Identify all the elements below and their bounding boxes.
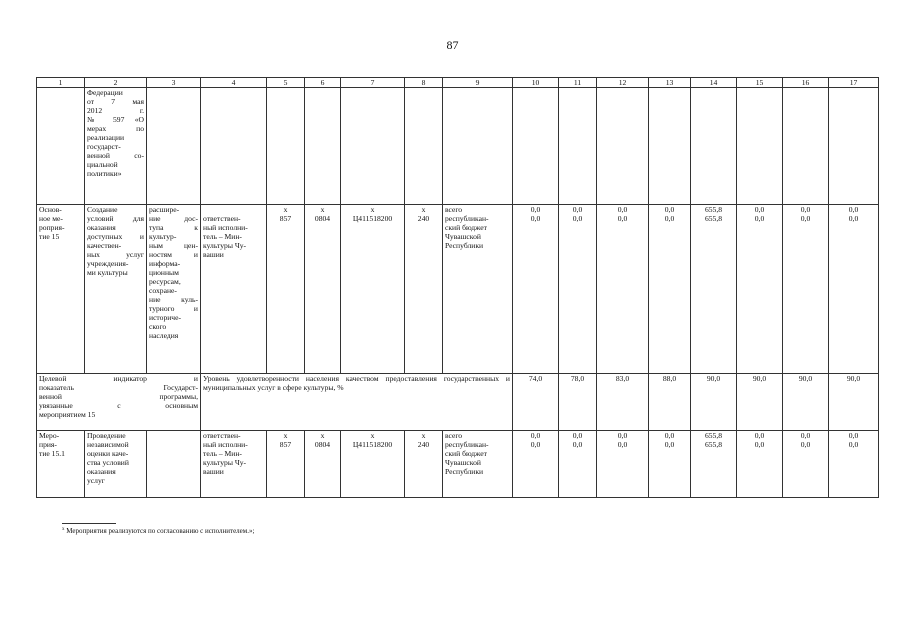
text-line: Меро- — [39, 431, 60, 440]
indicator-value: 78,0 — [559, 374, 597, 431]
cell-expense-type — [405, 431, 443, 498]
text-line: венной программы, — [39, 392, 198, 401]
text-line: оказания — [87, 223, 116, 232]
value-total: 0,0 — [572, 205, 583, 214]
text-line: ционным — [149, 268, 179, 277]
value-budget: 0,0 — [664, 214, 675, 223]
funding-value-cell — [559, 205, 597, 374]
text-line: Федерации — [87, 88, 123, 97]
text-line: Основ- — [39, 205, 62, 214]
text-line: x — [283, 431, 288, 440]
value-total: 0,0 — [848, 205, 859, 214]
column-number: 2 — [85, 78, 147, 88]
cell-target-article — [341, 205, 405, 374]
funding-value-cell — [737, 431, 783, 498]
cell-indicator-label — [37, 374, 201, 431]
table-row-continuation — [37, 88, 879, 205]
footnote — [62, 527, 254, 535]
text-line: 0804 — [314, 214, 331, 223]
text-line: 857 — [279, 440, 292, 449]
text-line: ностям и — [149, 250, 198, 259]
text-line: Целевой индикатор и — [39, 374, 198, 383]
value-budget: 655,8 — [704, 440, 723, 449]
text-line: ных услуг — [87, 250, 144, 259]
text-line: 857 — [279, 214, 292, 223]
value-budget: 0,0 — [754, 440, 765, 449]
text-line: ми культуры — [87, 268, 128, 277]
value-total: 0,0 — [664, 205, 675, 214]
text-line: ства условий — [87, 458, 129, 467]
text-line: № 597 «О — [87, 115, 144, 124]
footnote-divider — [62, 523, 116, 524]
value-total: 655,8 — [704, 205, 723, 214]
text-line: оказания — [87, 467, 116, 476]
value-budget: 0,0 — [617, 214, 628, 223]
column-number: 15 — [737, 78, 783, 88]
funding-value-cell — [513, 431, 559, 498]
column-number: 1 — [37, 78, 85, 88]
value-budget: 0,0 — [754, 214, 765, 223]
text-line: республикан- — [445, 214, 489, 223]
column-number: 13 — [649, 78, 691, 88]
value-total: 0,0 — [617, 431, 628, 440]
text-line: ный исполни- — [203, 440, 248, 449]
text-line: доступных и — [87, 232, 144, 241]
text-line: ным цен- — [149, 241, 198, 250]
text-line: независимой — [87, 440, 129, 449]
cell-grbs — [267, 431, 305, 498]
text-line: x — [320, 431, 325, 440]
indicator-value: 83,0 — [597, 374, 649, 431]
value-total: 0,0 — [617, 205, 628, 214]
indicator-value: 88,0 — [649, 374, 691, 431]
cell-legal-basis — [85, 88, 147, 205]
text-line: 240 — [417, 214, 430, 223]
text-line: ное ме- — [39, 214, 63, 223]
text-line: Чувашской — [445, 232, 481, 241]
column-number: 17 — [829, 78, 879, 88]
text-line: наследия — [149, 331, 179, 340]
text-line: Республики — [445, 467, 484, 476]
text-line: x — [421, 205, 426, 214]
table-row-indicator — [37, 374, 879, 431]
text-line: Чувашской — [445, 458, 481, 467]
value-budget: 0,0 — [800, 440, 811, 449]
value-budget: 0,0 — [572, 214, 583, 223]
value-total: 0,0 — [848, 431, 859, 440]
text-line: прия- — [39, 440, 57, 449]
text-line: вашии — [203, 467, 224, 476]
funding-value-cell — [649, 205, 691, 374]
text-line: от 7 мая — [87, 97, 144, 106]
text-line: расшире- — [149, 205, 180, 214]
value-budget: 655,8 — [704, 214, 723, 223]
text-line: циальной — [87, 160, 118, 169]
value-total: 0,0 — [800, 205, 811, 214]
text-line: мерах по — [87, 124, 144, 133]
cell-target-article — [341, 431, 405, 498]
column-number: 8 — [405, 78, 443, 88]
funding-value-cell — [649, 431, 691, 498]
column-number: 3 — [147, 78, 201, 88]
column-number: 7 — [341, 78, 405, 88]
text-line: 0804 — [314, 440, 331, 449]
text-line: увязанные с основным — [39, 401, 198, 410]
text-line: тель – Мин- — [203, 449, 242, 458]
text-line: историче- — [149, 313, 182, 322]
funding-value-cell — [691, 431, 737, 498]
text-line: ние куль- — [149, 295, 198, 304]
funding-value-cell — [597, 431, 649, 498]
funding-value-cell — [597, 205, 649, 374]
cell-grbs — [267, 205, 305, 374]
text-line: Ц411518200 — [352, 440, 393, 449]
value-budget: 0,0 — [664, 440, 675, 449]
column-number: 16 — [783, 78, 829, 88]
indicator-value: 90,0 — [737, 374, 783, 431]
text-line: тель – Мин- — [203, 232, 242, 241]
funding-value-cell — [783, 431, 829, 498]
cell-event-title — [85, 431, 147, 498]
footnote-marker: x — [62, 527, 65, 532]
text-line: сохране- — [149, 286, 177, 295]
value-total: 655,8 — [704, 431, 723, 440]
value-total: 0,0 — [530, 205, 541, 214]
funding-value-cell — [691, 205, 737, 374]
column-number: 4 — [201, 78, 267, 88]
text-line: ответствен- — [203, 431, 241, 440]
cell-goal — [147, 205, 201, 374]
text-line: Проведение — [87, 431, 126, 440]
text-line: тие 15 — [39, 232, 60, 241]
text-line: мероприятием 15 — [39, 410, 96, 419]
text-line: политики» — [87, 169, 122, 178]
program-table — [36, 77, 879, 498]
funding-value-cell — [513, 205, 559, 374]
text-line: x — [370, 205, 375, 214]
value-budget: 0,0 — [617, 440, 628, 449]
text-line: услуг — [87, 476, 105, 485]
text-line: ский бюджет — [445, 223, 487, 232]
funding-value-cell — [829, 431, 879, 498]
text-line: x — [421, 431, 426, 440]
cell-section — [305, 205, 341, 374]
cell-source: всего республикан- ский бюджет Чувашской Республики — [443, 205, 513, 374]
indicator-value: 90,0 — [691, 374, 737, 431]
text-line: показатель Государст- — [39, 383, 198, 392]
column-number: 5 — [267, 78, 305, 88]
indicator-value: 90,0 — [783, 374, 829, 431]
cell — [37, 88, 85, 205]
text-line: качествен- — [87, 241, 122, 250]
value-budget: 0,0 — [848, 214, 859, 223]
column-number: 11 — [559, 78, 597, 88]
column-number: 6 — [305, 78, 341, 88]
text-line: учреждения- — [87, 259, 129, 268]
cell-executor — [201, 431, 267, 498]
value-budget: 0,0 — [572, 440, 583, 449]
text-line: венной со- — [87, 151, 144, 160]
funding-value-cell — [783, 205, 829, 374]
text-line: республикан- — [445, 440, 489, 449]
indicator-value: 90,0 — [829, 374, 879, 431]
column-number: 14 — [691, 78, 737, 88]
text-line: культуры Чу- — [203, 241, 247, 250]
column-number: 12 — [597, 78, 649, 88]
page-number: 87 — [446, 38, 459, 52]
text-line: ского — [149, 322, 167, 331]
text-line: ресурсам, — [149, 277, 181, 286]
text-line: ный исполни- — [203, 223, 248, 232]
text-line: 240 — [417, 440, 430, 449]
cell-expense-type — [405, 205, 443, 374]
text-line: культуры Чу- — [203, 458, 247, 467]
text-line: Создание — [87, 205, 118, 214]
footnote-text: Мероприятия реализуются по согласованию с исполнителем.»; — [66, 527, 255, 535]
cell-section — [305, 431, 341, 498]
text-line: роприя- — [39, 223, 65, 232]
funding-value-cell — [737, 205, 783, 374]
text-line: вашии — [203, 250, 224, 259]
value-total: 0,0 — [800, 431, 811, 440]
text-line: оценки каче- — [87, 449, 129, 458]
value-total: 0,0 — [754, 431, 765, 440]
text-line: условий для — [87, 214, 144, 223]
value-budget: 0,0 — [530, 214, 541, 223]
text-line: информа- — [149, 259, 181, 268]
cell-source: всего республикан- ский бюджет Чувашской Республики — [443, 431, 513, 498]
value-total: 0,0 — [664, 431, 675, 440]
text-line: турного и — [149, 304, 198, 313]
text-line: реализации — [87, 133, 125, 142]
table-row-event-15 — [37, 205, 879, 374]
column-number: 9 — [443, 78, 513, 88]
text-line: культур- — [149, 232, 177, 241]
value-budget: 0,0 — [800, 214, 811, 223]
value-total: 0,0 — [572, 431, 583, 440]
table-row-event-15-1 — [37, 431, 879, 498]
value-budget: 0,0 — [530, 440, 541, 449]
value-total: 0,0 — [754, 205, 765, 214]
text-line: 2012 г. — [87, 106, 144, 115]
text-line: Республики — [445, 241, 484, 250]
text-line: тупа к — [149, 223, 198, 232]
funding-value-cell — [829, 205, 879, 374]
value-budget: 0,0 — [848, 440, 859, 449]
header-row — [37, 78, 879, 88]
text-line: x — [283, 205, 288, 214]
text-line: x — [370, 431, 375, 440]
value-total: 0,0 — [530, 431, 541, 440]
cell-event-title — [85, 205, 147, 374]
cell-event-name — [37, 205, 85, 374]
text-line: ответствен- — [203, 214, 241, 223]
text-line: x — [320, 205, 325, 214]
text-line: государст- — [87, 142, 121, 151]
text-line: Ц411518200 — [352, 214, 393, 223]
cell-event-name — [37, 431, 85, 498]
indicator-value: 74,0 — [513, 374, 559, 431]
text-line: ние дос- — [149, 214, 198, 223]
column-number: 10 — [513, 78, 559, 88]
text-line: тие 15.1 — [39, 449, 65, 458]
cell-indicator-text: Уровень удовлетворенности населения качеством предоставления государственных и муниципальных услуг в сфере культуры, % — [201, 374, 513, 431]
text-line: ский бюджет — [445, 449, 487, 458]
cell-executor — [201, 205, 267, 374]
funding-value-cell — [559, 431, 597, 498]
